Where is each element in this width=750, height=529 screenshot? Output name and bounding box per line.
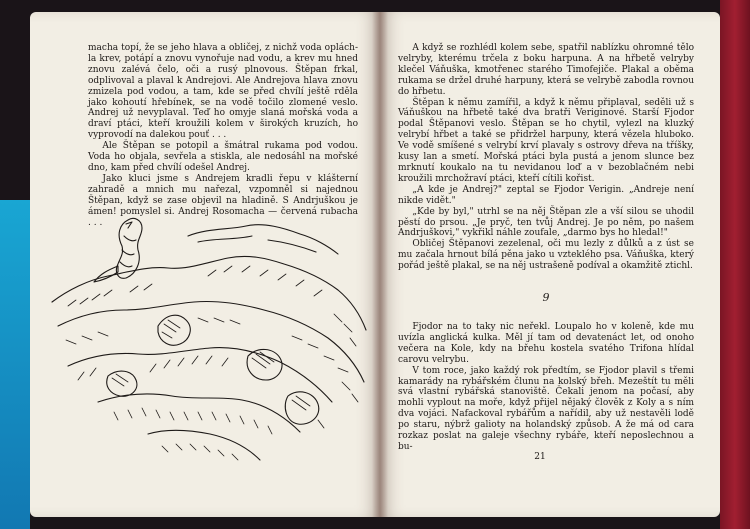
book-gutter xyxy=(372,12,388,517)
paragraph: Fjodor na to taky nic neřekl. Loupalo ho v koleně, kde mu uvízla anglická kulka. Měl jí tam od devatenáct let, od onoho večera na Kole, kdy na břehu kostela svatého Trifona hlídal carovu velrybu. xyxy=(398,322,694,365)
page-number: 21 xyxy=(534,452,546,462)
right-cover-edge xyxy=(720,0,750,529)
paragraph: Ale Štěpan se potopil a šmátral rukama pod vodou. Voda ho objala, sevřela a stiskla, ale nedosáhl na mořské dno, kam před chvílí odešel Andrej. xyxy=(88,141,358,173)
right-page-text xyxy=(398,43,694,272)
chapter-number: 9 xyxy=(542,291,550,304)
paragraph: V tom roce, jako každý rok předtím, se Fjodor plavil s třemi kamarády na rybářském člunu na kolský břeh. Mezeštít tu měli svá vlastní rybářská stanoviště. Čekali jenom na počasí, aby mohli vyplout na moře, když přijel nějaký člověk z Koly a s ním dva vojáci. Nafackoval rybářům a nařídil, aby už nestavěli lodě po staru, nýbrž galioty na holandský způsob. A že má od cara rozkaz poslat na galeje všechny rybáře, kteří neposlechnou a bu- xyxy=(398,365,694,452)
left-cover-edge xyxy=(0,200,30,529)
left-page-text xyxy=(88,43,358,228)
paragraph: macha topí, že se jeho hlava a obličej, z nichž voda opláchla krev, potápí a znovu vynořuje nad vodu, a krev mu hned znovu zalévá čelo, oči a rusý plnovous. Štěpan frkal, odplivoval a plaval k Andrejovi. Ale Andrejova hlava znovu zmizela pod vodou, a tam, kde se před chvílí ještě rděla jako kohoutí hřebínek, se na vodě točilo zlomené veslo. Andrej už nevyplaval. Teď ho omyje slaná mořská voda a draví ptáci, kteří kroužili kolem v širokých kruzích, ho vyprovodí na dalekou pouť . . . xyxy=(88,43,358,141)
paragraph: Obličej Štěpanovi zezelenal, oči mu lezly z důlků a z úst se mu začala hrnout bílá pěna jako u vzteklého psa. Váňuška, který pořád ještě plakal, se na něj ustrašeně podíval a okamžitě ztichl. xyxy=(398,239,694,272)
sea-illustration xyxy=(38,206,370,506)
right-page-text-after-chapter xyxy=(398,322,694,453)
paragraph: A když se rozhlédl kolem sebe, spatřil nablízku ohromné tělo velryby, kterému trčela z boku harpuna. A na hřbetě velryby klečel Váňuška, kmotřenec starého Timofejiče. Plakal a oběma rukama se držel druhé harpuny, která se velrybě zabodla rovnou do hřbetu. xyxy=(398,43,694,97)
paragraph: „A kde je Andrej?" zeptal se Fjodor Verigin. „Andreje není nikde vidět." xyxy=(398,184,694,206)
paragraph: Jako kluci jsme s Andrejem kradli řepu v klášterní zahradě a mnich mu nařezal, vzpomněl si najednou Štěpan, když se zase objevil na hladině. S Andrjuškou je ámen! pomyslel si. Andrej Rosomacha — červená rubacha . . . xyxy=(88,173,358,228)
paragraph: „Kde by byl," utrhl se na něj Štěpan zle a vší silou se uhodil pěstí do prsou. „Je pryč, ten tvůj Andrej. Je po něm, po našem Andrjuškovi," vykřikl náhle zoufale, „darmo bys ho hledal!" xyxy=(398,206,694,239)
paragraph: Štěpan k němu zamířil, a když k němu připlaval, seděli už s Váňuškou na hřbetě také dva bratři Veriginové. Starší Fjodor podal Štěpanovi veslo. Štěpan se ho chytil, vylezl na kluzký velrybí hřbet a také se přidržel harpuny, která vězela hluboko. Ve vodě smíšené s velrybí krví plavaly s ostrovy dřeva na tříšky, kusy lan a smetí. Mořská ptáci byla pustá a jenom slunce bez mrknutí koukalo na tu nevidanou loď a v bezoblačném nebi kroužili mrchožraví ptáci, kteří cítili kořist. xyxy=(398,97,694,184)
